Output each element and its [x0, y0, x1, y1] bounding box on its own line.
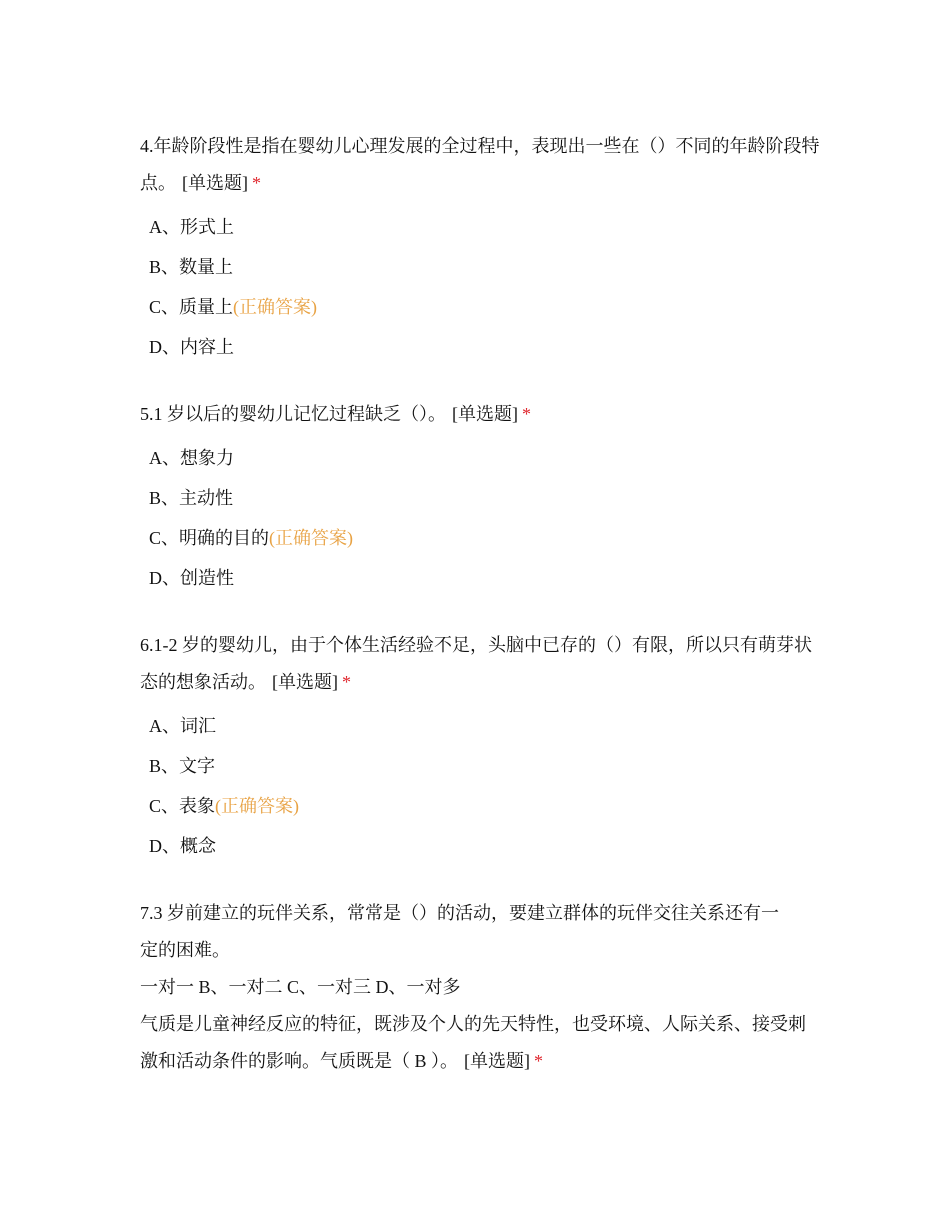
correct-answer-note: (正确答案): [215, 796, 300, 816]
required-mark: *: [342, 672, 351, 692]
question-type: [单选题]: [464, 1051, 531, 1071]
question-text: 6.1-2 岁的婴幼儿，由于个体生活经验不足，头脑中已存的（）有限，所以只有萌芽状态的想象活动。 [单选题] *: [140, 635, 812, 692]
option-list: [140, 207, 820, 367]
option-d[interactable]: D、创造性: [149, 568, 234, 588]
question-5: [140, 396, 820, 598]
question-7: [140, 895, 820, 1080]
option-c[interactable]: C、质量上(正确答案): [149, 297, 318, 317]
option-a[interactable]: A、想象力: [149, 448, 234, 468]
question-type: [单选题]: [452, 404, 518, 424]
option-d[interactable]: D、内容上: [149, 337, 234, 357]
option-a[interactable]: A、形式上: [149, 217, 234, 237]
question-type: [单选题]: [182, 173, 248, 193]
question-6: [140, 627, 820, 866]
option-a[interactable]: A、词汇: [149, 716, 216, 736]
option-list: [140, 706, 820, 866]
option-c[interactable]: C、表象(正确答案): [149, 796, 300, 816]
followup-question: 气质是儿童神经反应的特征，既涉及个人的先天特性，也受环境、人际关系、接受刺激和活动条件的影响。气质既是（ B ）。 [单选题] *: [140, 1014, 806, 1071]
option-c[interactable]: C、明确的目的(正确答案): [149, 528, 354, 548]
option-list: [140, 438, 820, 598]
option-d[interactable]: D、概念: [149, 836, 216, 856]
required-mark: *: [534, 1051, 544, 1071]
question-text: 4.年龄阶段性是指在婴幼儿心理发展的全过程中，表现出一些在（）不同的年龄阶段特点。 [单选题] *: [140, 136, 820, 193]
question-4: [140, 128, 820, 367]
option-b[interactable]: B、主动性: [149, 488, 234, 508]
correct-answer-note: (正确答案): [269, 528, 354, 548]
required-mark: *: [252, 173, 261, 193]
option-b[interactable]: B、文字: [149, 756, 216, 776]
question-type: [单选题]: [272, 672, 338, 692]
question-text: 5.1 岁以后的婴幼儿记忆过程缺乏（）。 [单选题] *: [140, 404, 531, 424]
quiz-document: [140, 128, 820, 1109]
inline-options: 一对一 B、一对二 C、一对三 D、一对多: [140, 977, 461, 997]
option-b[interactable]: B、数量上: [149, 257, 234, 277]
correct-answer-note: (正确答案): [233, 297, 318, 317]
required-mark: *: [522, 404, 531, 424]
question-text: 7.3 岁前建立的玩伴关系，常常是（）的活动，要建立群体的玩伴交往关系还有一 定的困难。: [140, 903, 779, 960]
